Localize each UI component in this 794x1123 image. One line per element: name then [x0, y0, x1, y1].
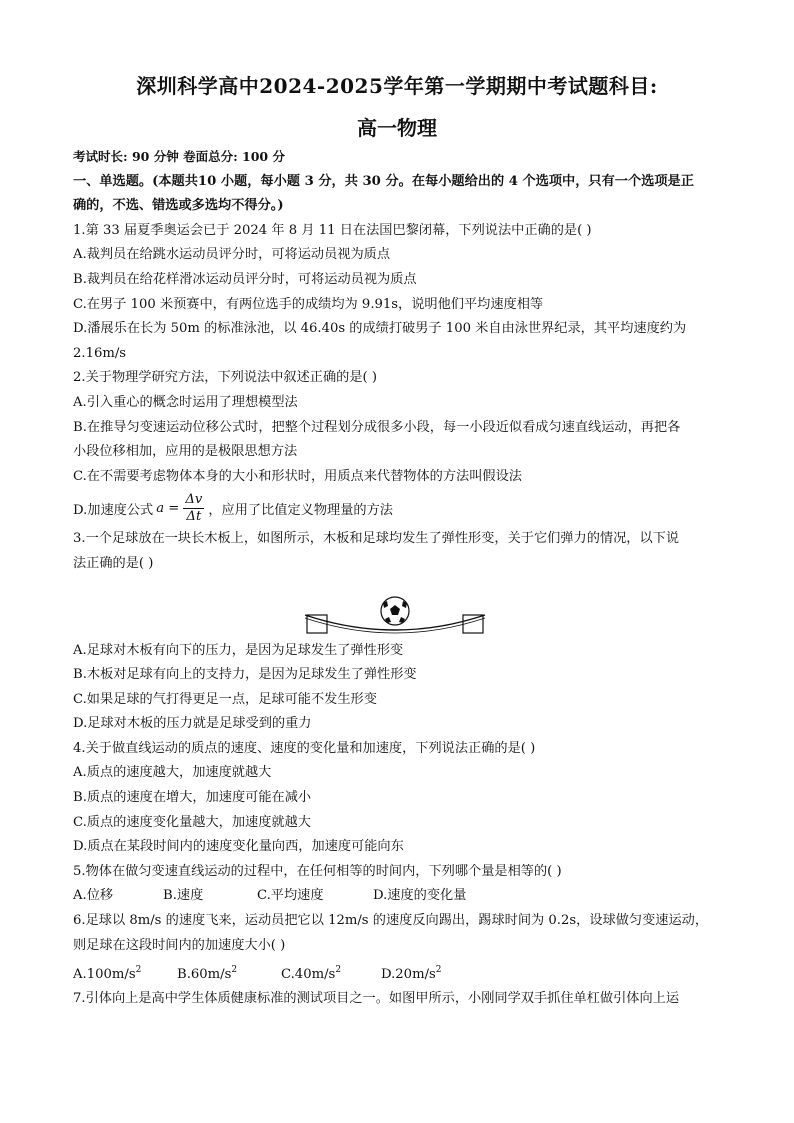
exam-info: 考试时长: 90 分钟 卷面总分: 100 分	[73, 149, 285, 164]
unit-exponent: 2	[335, 965, 342, 976]
unit-exponent: 2	[435, 965, 442, 976]
q2-option-b-line2: 小段位移相加，应用的是极限思想方法	[73, 444, 298, 460]
q6-option-c-text: C.40m/s	[281, 966, 336, 982]
q6-option-c	[281, 958, 381, 987]
q5-options	[73, 884, 723, 909]
acceleration-fraction	[183, 492, 204, 525]
q3-option-c: C.如果足球的气打得更足一点，足球可能不发生形变	[73, 691, 377, 707]
q5-option-b: B.速度	[163, 888, 204, 904]
q4-option-a: A.质点的速度越大，加速度就越大	[73, 765, 272, 781]
q4-stem: 4.关于做直线运动的质点的速度、速度的变化量和加速度，下列说法正确的是( )	[73, 740, 536, 756]
section-heading-line2: 确的，不选、错选或多选均不得分。)	[73, 198, 284, 214]
q1-stem: 1.第 33 届夏季奥运会已于 2024 年 8 月 11 日在法国巴黎闭幕，下列说法中正确的是( )	[73, 222, 592, 238]
exam-content	[73, 145, 723, 1012]
exam-title: 深圳科学高中2024-2025学年第一学期期中考试题科目:	[136, 74, 658, 98]
q3-option-d: D.足球对木板的压力就是足球受到的重力	[73, 716, 312, 732]
q4-option-b: B.质点的速度在增大，加速度可能在减小	[73, 790, 312, 806]
q6-options	[73, 958, 723, 987]
q6-option-a-text: A.100m/s	[73, 966, 136, 982]
q6-option-a	[73, 958, 177, 987]
q6-option-b-text: B.60m/s	[177, 966, 232, 982]
q1-option-b: B.裁判员在给花样滑冰运动员评分时，可将运动员视为质点	[73, 271, 417, 287]
q3-figure	[73, 577, 723, 639]
q3-option-a: A.足球对木板有向下的压力，是因为足球发生了弹性形变	[73, 642, 404, 658]
fraction-numerator: Δv	[185, 491, 203, 507]
q6-option-b	[177, 958, 281, 987]
q5-option-a: A.位移	[73, 888, 114, 904]
q1-option-d-line1: D.潘展乐在长为 50m 的标准泳池，以 46.40s 的成绩打破男子 100 米自由泳世界纪录，其平均速度约为	[73, 321, 687, 337]
q6-stem-line2: 则足球在这段时间内的加速度大小( )	[73, 937, 286, 953]
q4-option-c: C.质点的速度变化量越大，加速度就越大	[73, 814, 311, 830]
q3-stem-line1: 3.一个足球放在一块长木板上，如图所示，木板和足球均发生了弹性形变，关于它们弹力的情况，以下说	[73, 531, 680, 547]
q6-option-d	[381, 958, 442, 987]
q5-option-d: D.速度的变化量	[373, 888, 467, 904]
q5-stem: 5.物体在做匀变速直线运动的过程中，在任何相等的时间内，下列哪个量是相等的( )	[73, 863, 562, 879]
q2-option-a: A.引入重心的概念时运用了理想模型法	[73, 394, 298, 410]
q2-option-d-prefix: D.加速度公式	[73, 502, 154, 518]
q7-stem-line1: 7.引体向上是高中学生体质健康标准的测试项目之一。如图甲所示，小刚同学双手抓住单杠做引体向上运	[73, 991, 680, 1007]
q6-option-d-text: D.20m/s	[381, 966, 436, 982]
q1-option-d-line2: 2.16m/s	[73, 345, 127, 361]
q1-option-a: A.裁判员在给跳水运动员评分时，可将运动员视为质点	[73, 247, 391, 263]
football-icon	[381, 597, 409, 625]
q3-stem-line2: 法正确的是( )	[73, 555, 154, 571]
q2-option-c: C.在不需要考虑物体本身的大小和形状时，用质点来代替物体的方法叫假设法	[73, 468, 522, 484]
q2-option-d	[73, 489, 723, 527]
q2-stem: 2.关于物理学研究方法，下列说法中叙述正确的是( )	[73, 370, 377, 386]
unit-exponent: 2	[231, 965, 238, 976]
exam-subject: 高一物理	[357, 116, 437, 140]
q2-option-b-line1: B.在推导匀变速运动位移公式时，把整个过程划分成很多小段，每一小段近似看成匀速直线运动，再把各	[73, 419, 681, 435]
q1-option-c: C.在男子 100 米预赛中，有两位选手的成绩均为 9.91s，说明他们平均速度相等	[73, 296, 544, 312]
section-heading-line1: 一、单选题。(本题共10 小题，每小题 3 分，共 30 分。在每小题给出的 4 个选项中，只有一个选项是正	[73, 173, 694, 189]
q3-option-b: B.木板对足球有向上的支持力，是因为足球发生了弹性形变	[73, 667, 417, 683]
q2-option-d-suffix: ，应用了比值定义物理量的方法	[208, 502, 393, 518]
q6-stem-line1: 6.足球以 8m/s 的速度飞来，运动员把它以 12m/s 的速度反向踢出，踢球时间为 0.2s，设球做匀变速运动，	[73, 913, 709, 929]
q5-option-c: C.平均速度	[257, 888, 324, 904]
fraction-denominator: Δt	[186, 508, 202, 524]
formula-variable: a =	[156, 500, 180, 516]
unit-exponent: 2	[135, 965, 142, 976]
ball-on-board-figure	[301, 579, 491, 635]
q4-option-d: D.质点在某段时间内的速度变化量向西，加速度可能向东	[73, 839, 404, 855]
